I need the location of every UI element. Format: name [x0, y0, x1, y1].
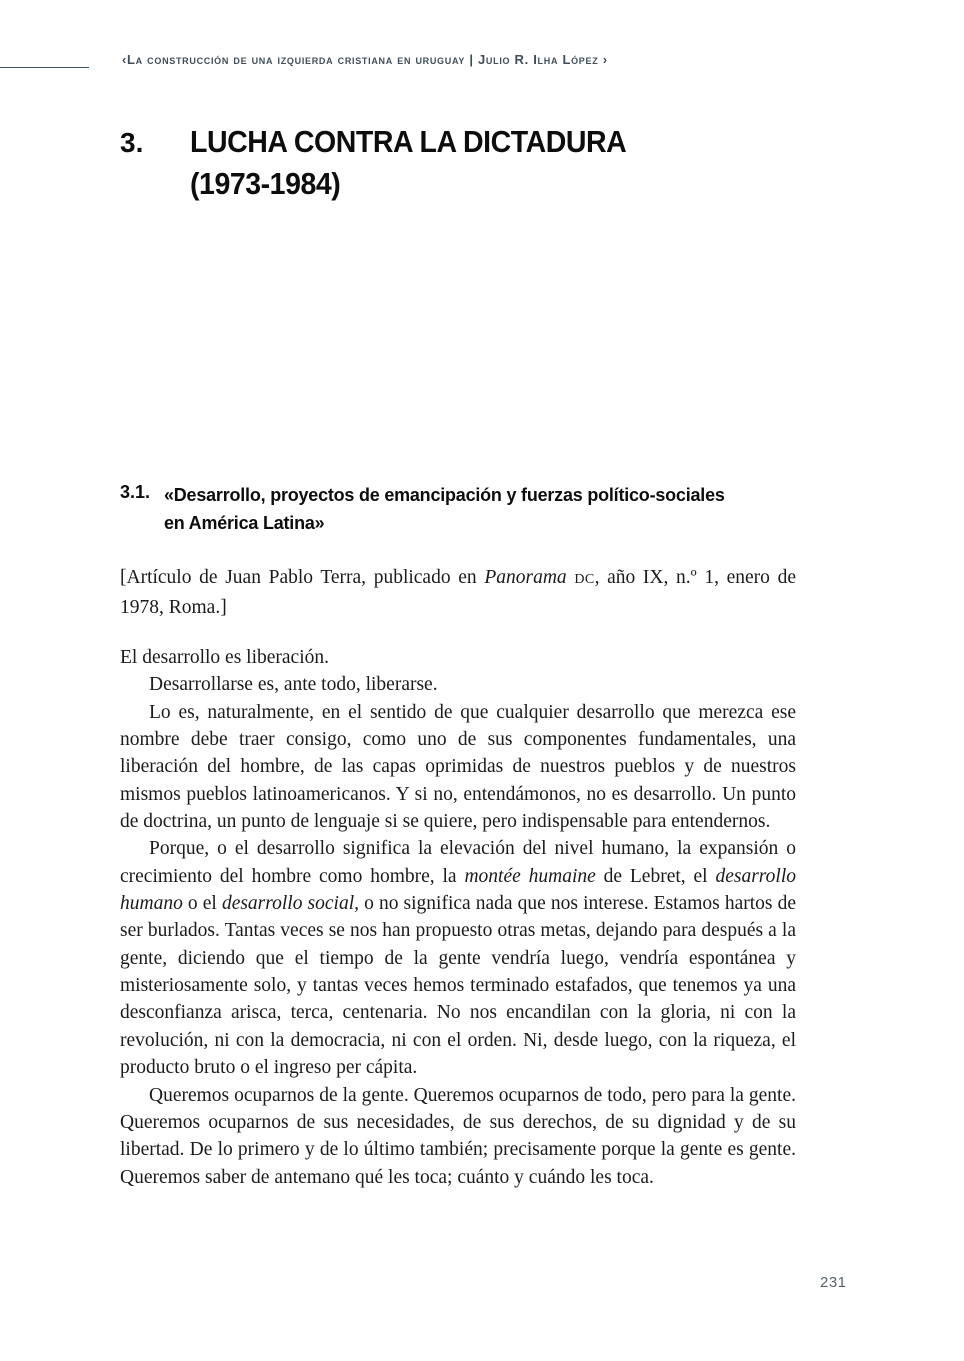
text-run: o el: [182, 893, 222, 915]
chapter-number: 3.: [120, 127, 144, 158]
section-title: [164, 481, 725, 536]
section-title-line-2: en América Latina»: [164, 511, 325, 533]
paragraph: [120, 644, 796, 671]
text-run: Queremos ocuparnos de la gente. Queremos ocuparnos de todo, pero para la gente. Queremos ocuparnos de sus necesidades, de sus derechos, de su dignidad y de su libertad. De lo primero y de lo último también; precisamente porque la gente es gente. Queremos saber de antemano qué les toca; cuánto y cuándo les toca.: [120, 1084, 796, 1188]
text-run: [Artículo de Juan Pablo Terra, publicado en: [120, 567, 485, 588]
text-run: Porque, o el desarrollo significa la elevación del nivel humano, la expansión o crecimiento del hombre como hombre, la: [120, 838, 796, 887]
section-title-line-1: «Desarrollo, proyectos de emancipación y fuerzas político-sociales: [164, 484, 725, 505]
running-header: [122, 52, 608, 67]
italic-text: montée humaine: [464, 865, 596, 887]
text-run: El desarrollo es liberación.: [120, 647, 330, 668]
italic-text: desarrollo social,: [221, 893, 360, 915]
italic-text: Panorama: [484, 567, 567, 588]
paragraph: [120, 699, 796, 836]
section-number: 3.1.: [120, 482, 151, 502]
paragraph: [120, 835, 796, 1081]
text-run: de Lebret, el: [595, 865, 716, 887]
chapter-title: [190, 121, 626, 205]
text-run: Desarrollarse es, ante todo, liberarse.: [149, 674, 438, 696]
body-paragraphs: [120, 644, 796, 1191]
chapter-title-line-2: (1973-1984): [190, 166, 341, 201]
text-run: Lo es, naturalmente, en el sentido de que cualquier desarrollo que merezca ese nombre debe traer consigo, como uno de sus componentes fundamentales, una liberación del hombre, de las capas oprimidas de nuestros pueblos y de nuestros mismos pueblos latinoamericanos. Y si no, entendámonos, no es desarrollo. Un punto de doctrina, un punto de lenguaje si se quiere, pero indispensable para entendernos.: [120, 701, 796, 833]
italic-text: desarrollo humano: [120, 865, 796, 915]
smallcaps-text: dc: [574, 567, 595, 588]
paragraph: [120, 671, 796, 698]
text-run: o no significa nada que nos interese. Estamos hartos de ser burlados. Tantas veces se nos han propuesto otras metas, dejando para después a la gente, diciendo que el tiempo de la gente vendría luego, vendría espontánea y misteriosamente solo, y tantas veces hemos terminado estafados, que tenemos ya una desconfianza arisca, terca, centenaria. No nos encandilan con la gloria, ni con la revolución, ni con la democracia, ni con el orden. Ni, desde luego, con la riqueza, el producto bruto o el ingreso per cápita.: [120, 893, 796, 1079]
paragraph: [120, 1082, 796, 1191]
text-run: , año IX, n.º 1, enero de 1978, Roma.]: [120, 567, 796, 618]
header-rule: [0, 67, 89, 68]
running-header-text: ‹La construcción de una izquierda cristiana en uruguay | Julio R. Ilha López ›: [122, 52, 608, 67]
chapter-title-line-1: LUCHA CONTRA LA DICTADURA: [190, 124, 627, 159]
article-source-note: [120, 563, 796, 623]
page-number: 231: [820, 1274, 847, 1291]
